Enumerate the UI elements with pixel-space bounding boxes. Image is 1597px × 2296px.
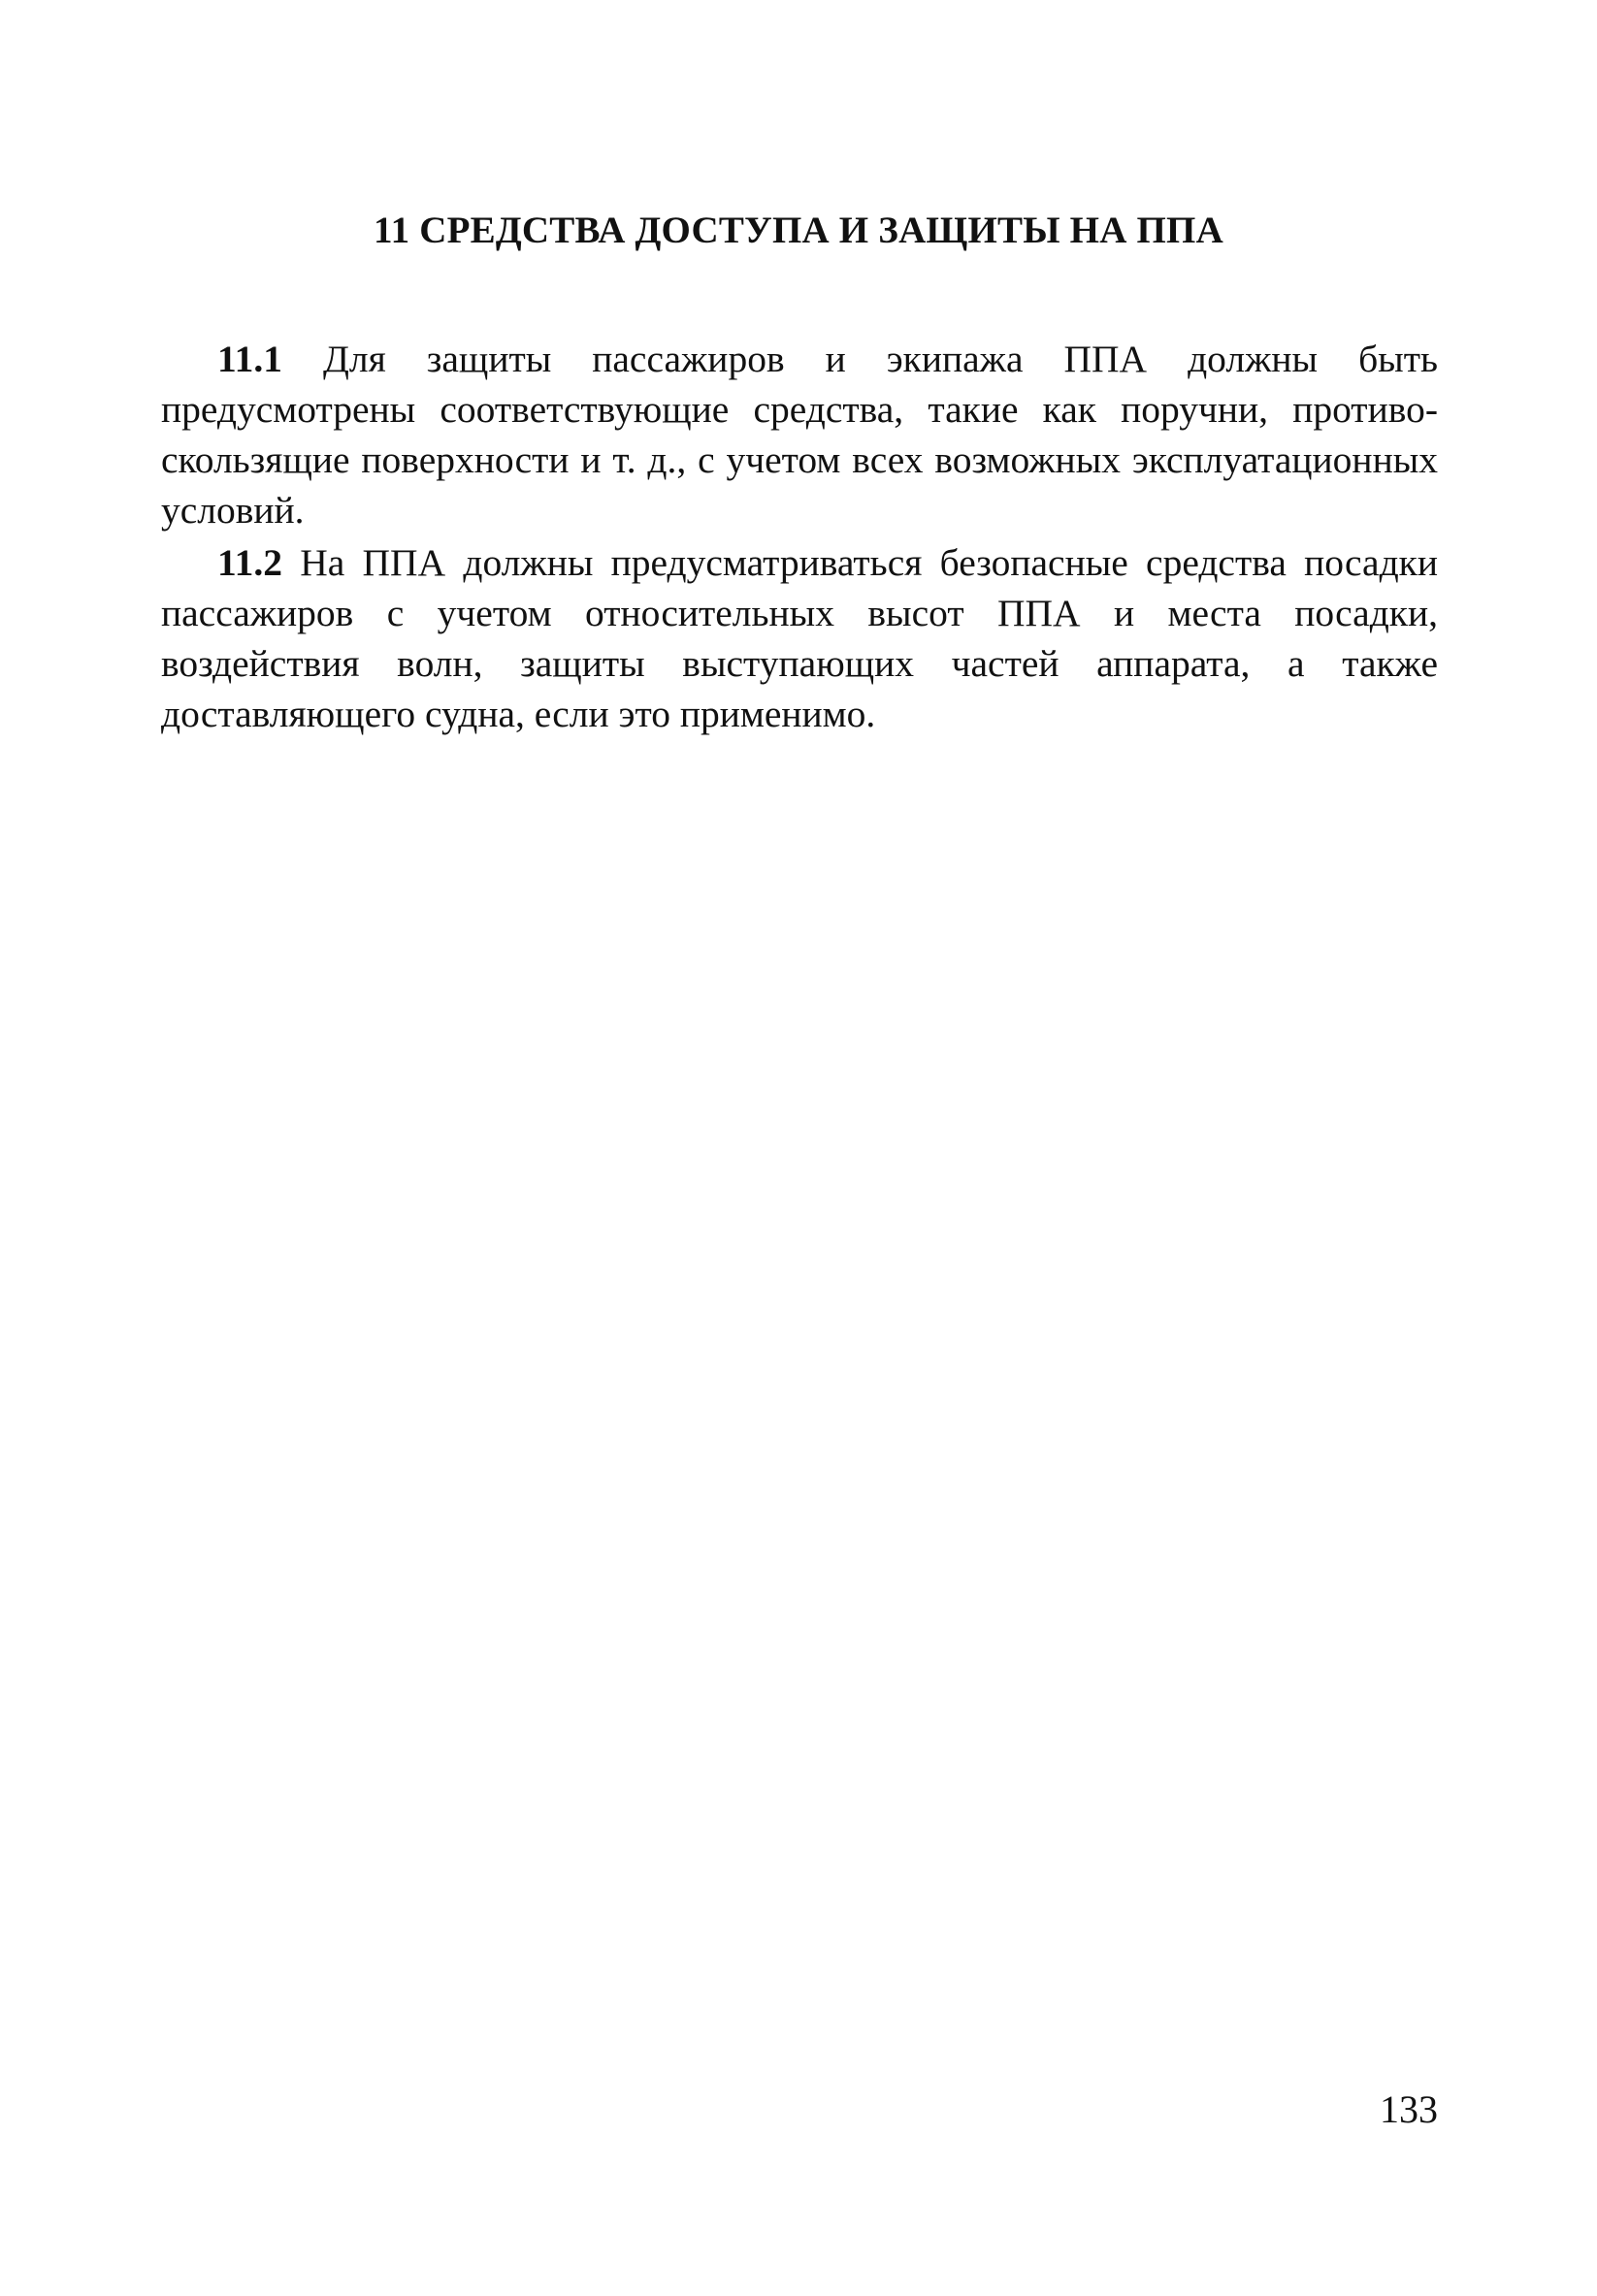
clause-11-1 xyxy=(161,334,1438,535)
clause-number: 11.2 xyxy=(217,541,282,584)
clause-11-2 xyxy=(161,537,1438,739)
clause-text: Для защиты пассажиров и экипажа ППА должны быть предусмотрены соответствующие средства, такие как поручни, противоскользящие поверхности и т. д., с учетом всех возможных эксплуатационных условий. xyxy=(161,338,1438,532)
section-title: 11 СРЕДСТВА ДОСТУПА И ЗАЩИТЫ НА ППА xyxy=(374,210,1223,251)
section-body xyxy=(161,334,1438,741)
page-number: 133 xyxy=(1380,2087,1438,2131)
clause-number: 11.1 xyxy=(217,338,282,380)
clause-text: На ППА должны предусматриваться безопасные средства посадки пассажиров с учетом относительных высот ППА и места посадки, воздействия волн, защиты выступающих частей аппарата, а также доставляющего судна, если это применимо. xyxy=(161,541,1438,735)
